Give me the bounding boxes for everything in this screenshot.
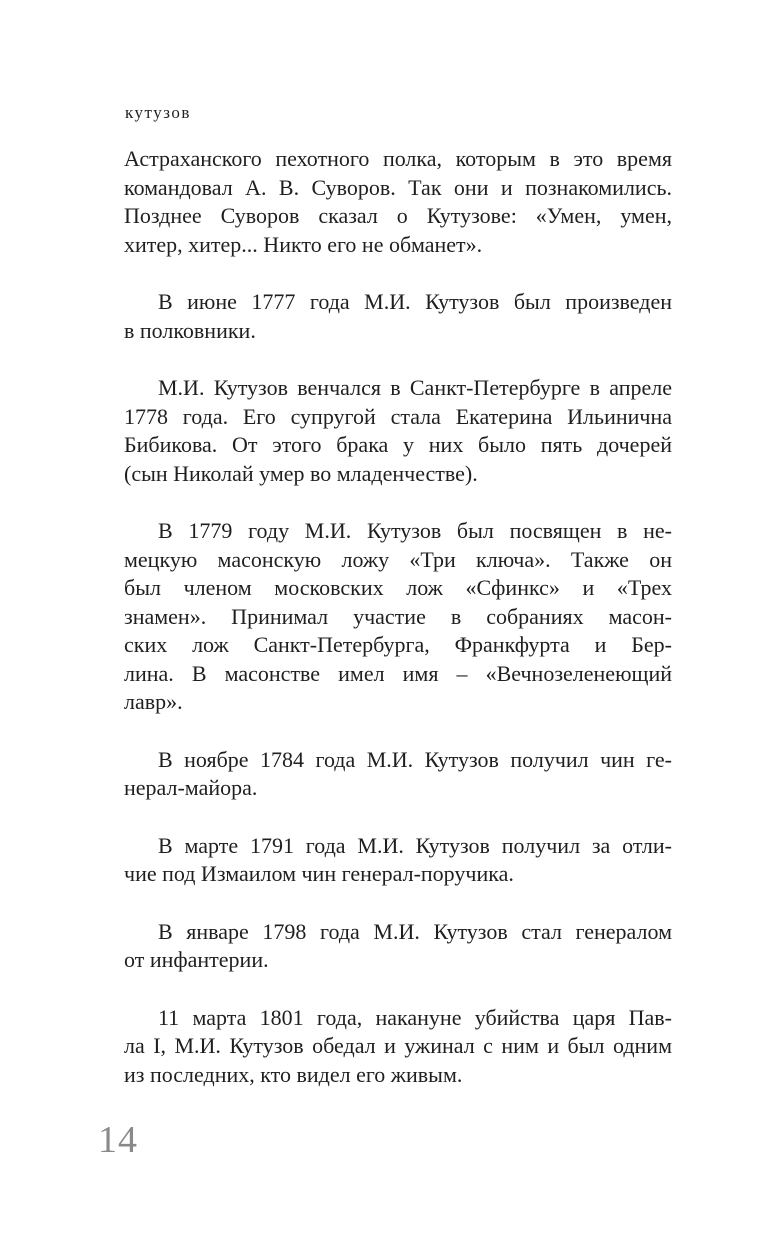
text-line: знамен». Принимал участие в собраниях масон-	[124, 603, 672, 629]
text-line: командовал А. В. Суворов. Так они и познакомились.	[124, 174, 672, 200]
paragraph	[124, 832, 672, 889]
paragraph	[124, 1004, 672, 1090]
text-line: мецкую масонскую ложу «Три ключа». Также он	[124, 546, 672, 572]
text-line: был членом московских лож «Сфинкс» и «Трех	[124, 575, 672, 600]
text-line: 11 марта 1801 года, накануне убийства царя Пав-	[158, 1004, 672, 1030]
paragraph	[124, 374, 672, 488]
text-line: (сын Николай умер во младенчестве).	[124, 460, 478, 486]
text-line: Позднее Суворов сказал о Кутузове: «Умен, умен,	[124, 203, 672, 228]
running-head: кутузов	[125, 103, 191, 122]
text-line: лина. В масонстве имел имя – «Вечнозеленеющий	[124, 660, 672, 686]
text-line: 1778 года. Его супругой стала Екатерина Ильинична	[124, 403, 672, 429]
text-line: лавр».	[124, 689, 183, 714]
text-line: из последних, кто видел его живым.	[124, 1061, 463, 1087]
text-line: ла I, М.И. Кутузов обедал и ужинал с ним и был одним	[124, 1033, 672, 1058]
text-line: В 1779 году М.И. Кутузов был посвящен в не-	[158, 518, 672, 543]
text-line: В ноябре 1784 года М.И. Кутузов получил чин ге-	[158, 746, 672, 772]
page-number: 14	[98, 1119, 138, 1161]
paragraph	[124, 918, 672, 975]
text-line: хитер, хитер... Никто его не обманет».	[124, 231, 483, 257]
paragraph	[124, 517, 672, 717]
paragraph	[124, 288, 672, 345]
text-line: Астраханского пехотного полка, которым в это время	[124, 146, 672, 171]
text-line: от инфантерии.	[124, 947, 269, 972]
paragraph	[124, 746, 672, 803]
text-line: Бибикова. От этого брака у них было пять дочерей	[124, 432, 672, 457]
paragraph	[124, 145, 672, 259]
body-text	[124, 145, 672, 1118]
text-line: В январе 1798 года М.И. Кутузов стал генералом	[158, 918, 672, 944]
text-line: чие под Измаилом чин генерал-поручика.	[124, 861, 514, 886]
text-line: ских лож Санкт-Петербурга, Франкфурта и Бер-	[124, 632, 672, 657]
text-line: М.И. Кутузов венчался в Санкт-Петербурге в апреле	[158, 375, 672, 400]
text-line: в полковники.	[124, 317, 256, 343]
text-line: В июне 1777 года М.И. Кутузов был произведен	[158, 289, 672, 314]
text-line: В марте 1791 года М.И. Кутузов получил за отли-	[158, 832, 672, 858]
text-line: нерал-майора.	[124, 775, 258, 800]
